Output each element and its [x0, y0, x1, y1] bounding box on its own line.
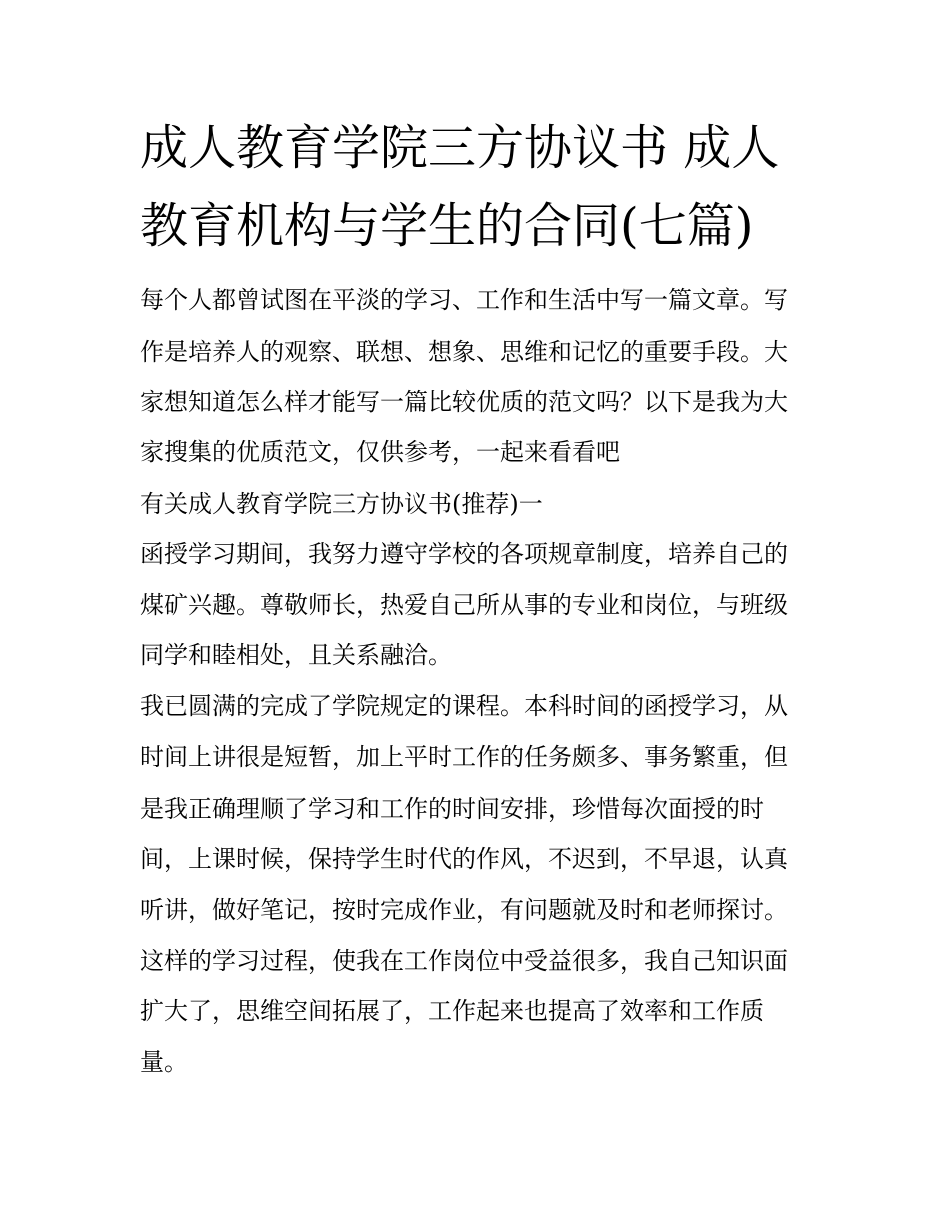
intro-line-1: 每个人都曾试图在平淡的学习、工作和生活中写一篇文章。写 — [140, 286, 788, 314]
paragraph-2-line-8: 量。 — [140, 1048, 188, 1076]
paragraph-2-line-4: 间，上课时候，保持学生时代的作风，不迟到，不早退，认真 — [140, 845, 788, 873]
paragraph-2-line-1: 我已圆满的完成了学院规定的课程。本科时间的函授学习，从 — [140, 692, 788, 720]
paragraph-1-line-1: 函授学习期间，我努力遵守学校的各项规章制度，培养自己的 — [140, 540, 788, 568]
section-heading: 有关成人教育学院三方协议书(推荐)一 — [140, 490, 543, 518]
paragraph-2-line-5: 听讲，做好笔记，按时完成作业，有问题就及时和老师探讨。 — [140, 896, 788, 924]
document-title-line-2: 教育机构与学生的合同(七篇) — [140, 198, 754, 254]
intro-line-2: 作是培养人的观察、联想、想象、思维和记忆的重要手段。大 — [140, 338, 788, 366]
paragraph-2-line-6: 这样的学习过程，使我在工作岗位中受益很多，我自己知识面 — [140, 947, 788, 975]
intro-line-4: 家搜集的优质范文，仅供参考，一起来看看吧 — [140, 438, 620, 466]
document-title-line-1: 成人教育学院三方协议书 成人 — [140, 120, 780, 176]
paragraph-1-line-2: 煤矿兴趣。尊敬师长，热爱自己所从事的专业和岗位，与班级 — [140, 591, 788, 619]
paragraph-2-line-2: 时间上讲很是短暂，加上平时工作的任务颇多、事务繁重，但 — [140, 743, 788, 771]
paragraph-2-line-3: 是我正确理顺了学习和工作的时间安排，珍惜每次面授的时 — [140, 795, 764, 823]
paragraph-2-line-7: 扩大了，思维空间拓展了，工作起来也提高了效率和工作质 — [140, 997, 764, 1025]
intro-line-3: 家想知道怎么样才能写一篇比较优质的范文吗？以下是我为大 — [140, 388, 788, 416]
paragraph-1-line-3: 同学和睦相处，且关系融洽。 — [140, 641, 452, 669]
